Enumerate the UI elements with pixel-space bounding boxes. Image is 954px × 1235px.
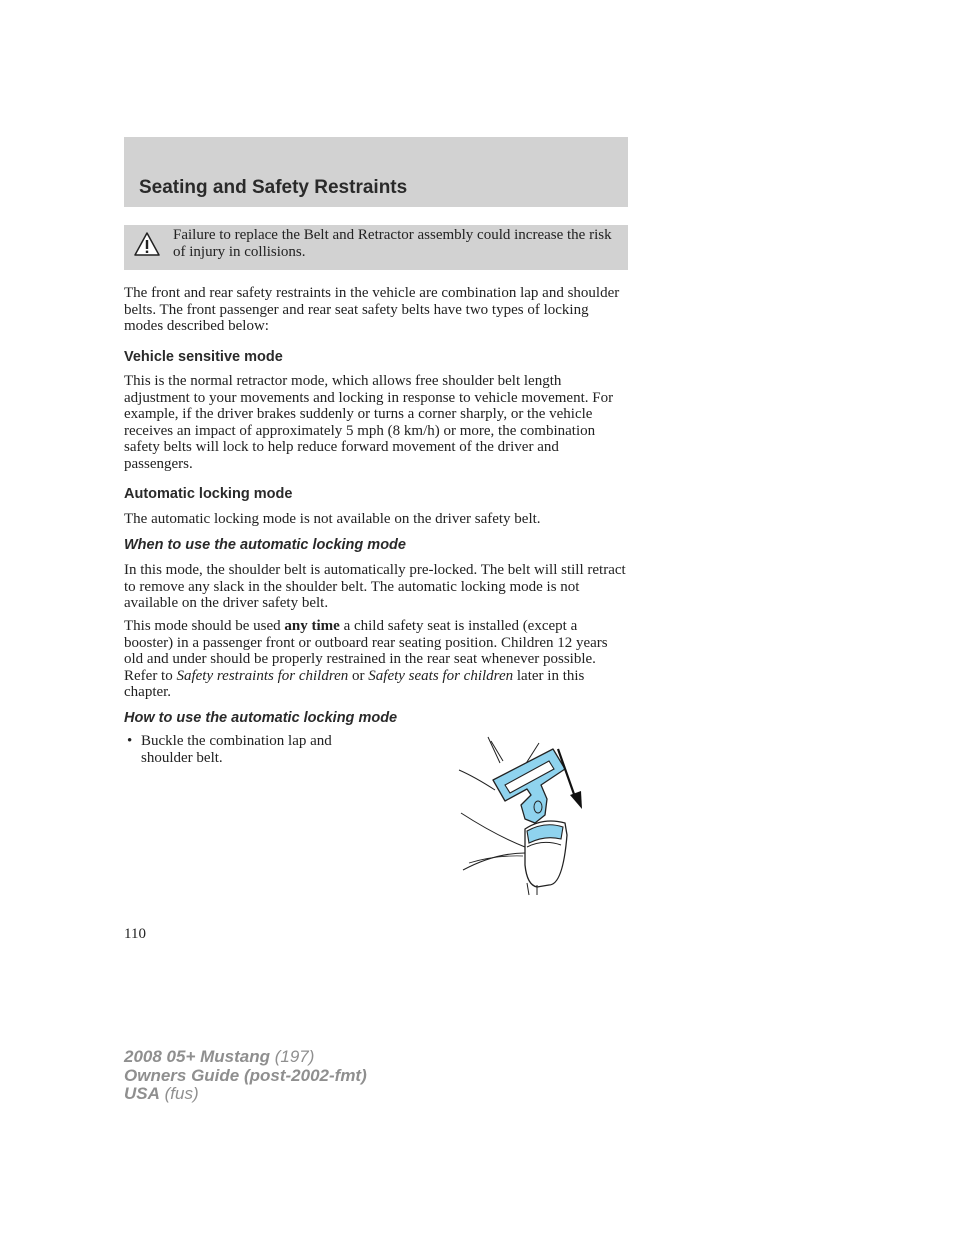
page-number: 110 <box>124 926 146 942</box>
ref-safety-seats-for-children: Safety seats for children <box>368 667 514 684</box>
ref-safety-restraints-for-children: Safety restraints for children <box>176 667 349 684</box>
section-title: Seating and Safety Restraints <box>139 177 408 198</box>
warning-triangle-icon <box>134 231 160 257</box>
para2-text-3: or <box>348 667 369 684</box>
footer-model-code: (197) <box>270 1047 315 1066</box>
heading-automatic-locking-mode: Automatic locking mode <box>124 486 293 502</box>
bullet-marker: • <box>127 733 133 749</box>
footer-line-1 <box>124 1048 367 1067</box>
footer-market: USA <box>124 1084 160 1103</box>
document-footer <box>124 1048 367 1104</box>
when-to-use-paragraph-1: In this mode, the shoulder belt is automatically pre-locked. The belt will still retract to remove any slack in the shoulder belt. The automatic locking mode is not available on the driver safety belt. <box>124 562 626 611</box>
footer-line-3 <box>124 1085 367 1104</box>
footer-line-2: Owners Guide (post-2002-fmt) <box>124 1065 367 1085</box>
when-to-use-paragraph-2 <box>124 618 630 701</box>
para2-text-1: This mode should be used <box>124 618 285 634</box>
vehicle-sensitive-paragraph: This is the normal retractor mode, which allows free shoulder belt length adjustment to your movements and locking in response to vehicle movement. For example, if the driver brakes suddenly or turns a corner sharply, or the vehicle receives an impact of approximately 5 mph (8 km/h) or more, the combination safety belts will lock to help reduce forward movement of the driver and passengers. <box>124 373 614 472</box>
seat-belt-buckle-illustration <box>455 735 590 897</box>
warning-box <box>124 225 628 270</box>
footer-market-code: (fus) <box>159 1084 199 1103</box>
intro-paragraph: The front and rear safety restraints in the vehicle are combination lap and shoulder belts. The front passenger and rear seat safety belts have two types of locking modes described below: <box>124 285 620 334</box>
heading-how-to-use: How to use the automatic locking mode <box>124 710 398 726</box>
warning-text: Failure to replace the Belt and Retractor assembly could increase the risk of injury in collisions. <box>173 227 612 260</box>
para2-text-4: later in this chapter. <box>124 667 585 700</box>
heading-vehicle-sensitive-mode: Vehicle sensitive mode <box>124 349 283 365</box>
bullet-text: Buckle the combination lap and shoulder belt. <box>141 733 332 766</box>
para2-text-2: a child safety seat is installed (except a booster) in a passenger front or outboard rear seating position. Children 12 years old and under should be properly restrained in the rear seat whenever possible. Refer to <box>124 618 608 684</box>
footer-model: 2008 05+ Mustang <box>124 1047 270 1066</box>
para2-bold-any-time: any time <box>284 618 340 634</box>
heading-when-to-use: When to use the automatic locking mode <box>124 537 406 553</box>
section-header-band <box>124 137 628 207</box>
automatic-locking-paragraph: The automatic locking mode is not available on the driver safety belt. <box>124 511 541 527</box>
